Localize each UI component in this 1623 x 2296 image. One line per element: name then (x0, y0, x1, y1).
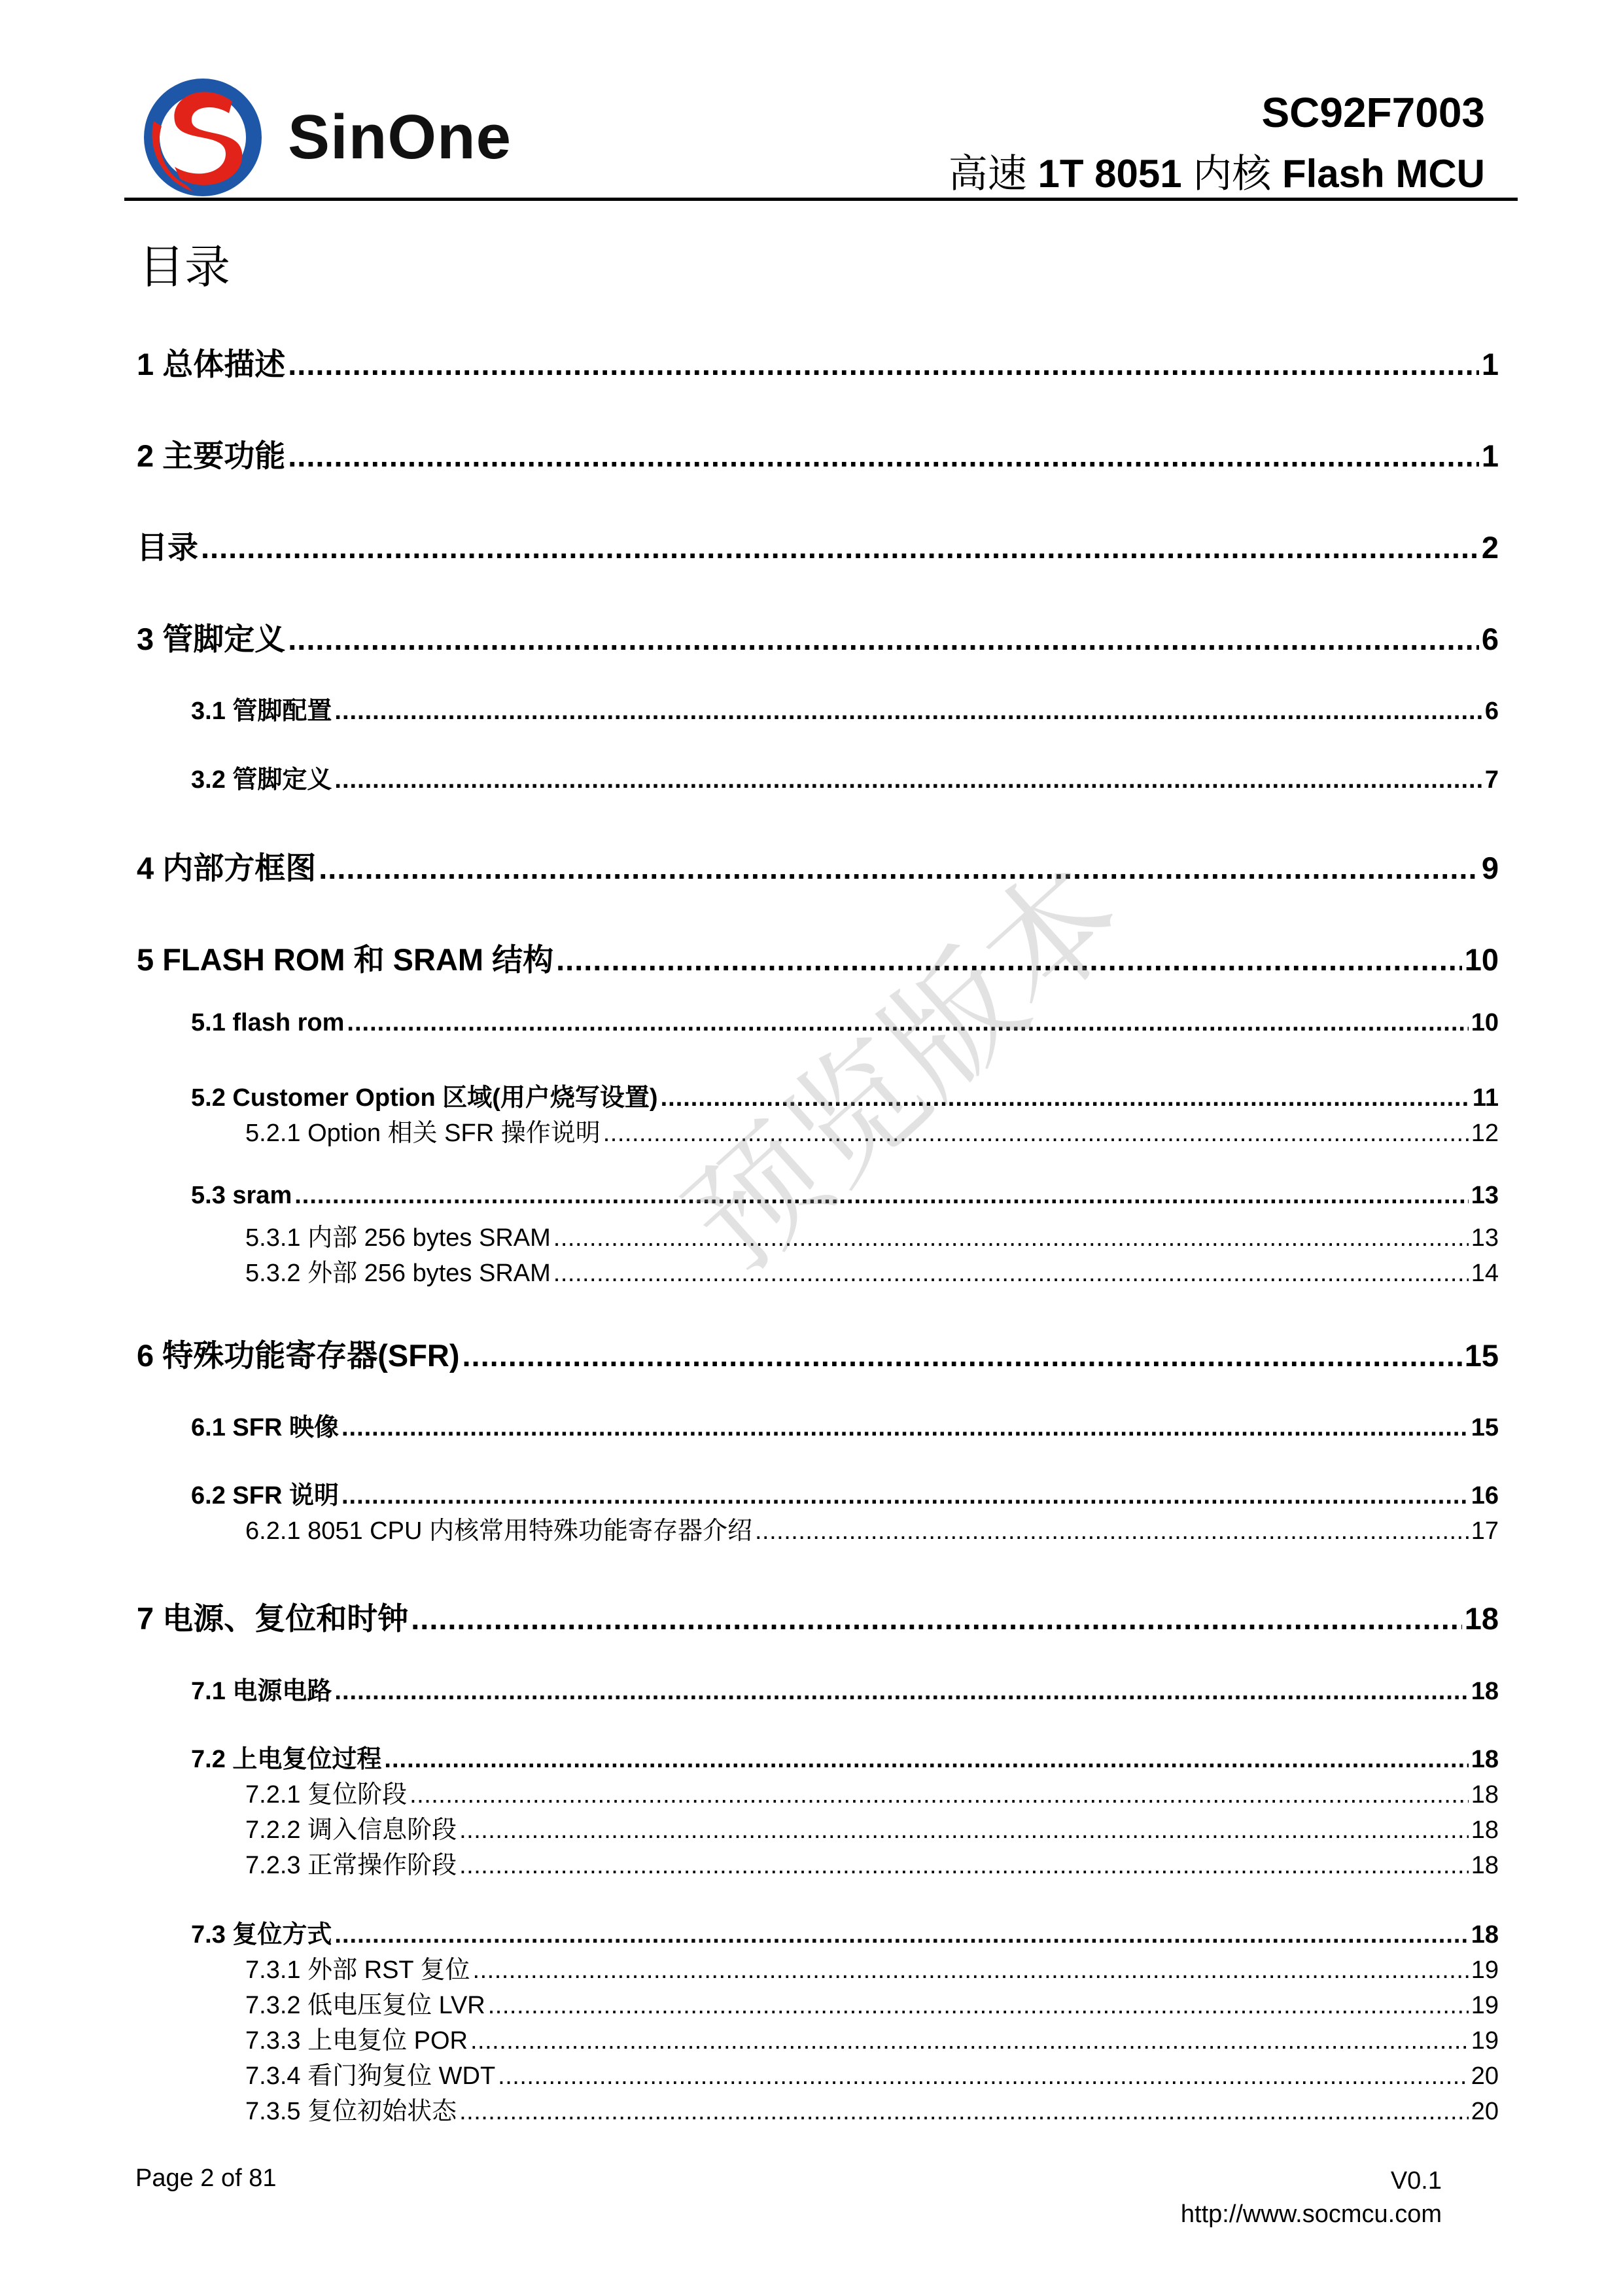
toc-entry[interactable]: 4 内部方框图 ..... 9 (137, 844, 1499, 883)
toc-entry[interactable]: 7.3.3 上电复位 POR ..... 19 (245, 2020, 1499, 2051)
preview-watermark: 预览版本 (660, 836, 1151, 1299)
sinone-logo (134, 75, 512, 200)
toc-entry[interactable]: 3 管脚定义 ..... 6 (137, 615, 1499, 654)
toc-entry[interactable]: 5.3.2 外部 256 bytes SRAM ..... 14 (245, 1252, 1499, 1284)
product-subtitle: 高速 1T 8051 内核 Flash MCU (948, 152, 1485, 196)
toc-entry[interactable]: 7 电源、复位和时钟 ..... 18 (137, 1595, 1499, 1634)
toc-entry[interactable]: 5.2.1 Option 相关 SFR 操作说明 ..... 12 (245, 1112, 1499, 1144)
toc-entry[interactable]: 7.3 复位方式 ..... 18 (191, 1914, 1499, 1945)
toc-entry[interactable]: 2 主要功能 ..... 1 (137, 432, 1499, 471)
toc-entry[interactable]: 5.3 sram ..... 13 (191, 1182, 1499, 1213)
toc-entry[interactable]: 5.3.1 内部 256 bytes SRAM ..... 13 (245, 1217, 1499, 1248)
toc-entry[interactable]: 6.1 SFR 映像 ..... 15 (191, 1407, 1499, 1438)
sinone-logo-icon (134, 75, 271, 200)
footer-info (1181, 2164, 1442, 2232)
toc-entry[interactable]: 6 特殊功能寄存器(SFR) ..... 15 (137, 1332, 1499, 1371)
toc-entry[interactable]: 7.1 电源电路 ..... 18 (191, 1670, 1499, 1702)
toc-entry[interactable]: 6.2 SFR 说明 ..... 16 (191, 1475, 1499, 1506)
toc-entry[interactable]: 3.2 管脚定义 ..... 7 (191, 759, 1499, 790)
toc-entry[interactable]: 7.3.1 外部 RST 复位 ..... 19 (245, 1949, 1499, 1981)
toc-entry[interactable]: 1 总体描述 ..... 1 (137, 340, 1499, 380)
toc-entry[interactable]: 3.1 管脚配置 ..... 6 (191, 690, 1499, 722)
page-title: 目录 (139, 241, 230, 292)
brand-name: SinOne (288, 102, 512, 172)
toc-entry[interactable]: 5.1 flash rom ..... 10 (191, 1009, 1499, 1040)
toc-entry[interactable]: 7.2.3 正常操作阶段 ..... 18 (245, 1845, 1499, 1876)
toc-entry[interactable]: 5.2 Customer Option 区域(用户烧写设置) ..... 11 (191, 1077, 1499, 1108)
model-number: SC92F7003 (1261, 89, 1485, 136)
version-label: V0.1 (1390, 2167, 1442, 2195)
toc-entry[interactable]: 7.2.2 调入信息阶段 ..... 18 (245, 1809, 1499, 1841)
toc-entry[interactable]: 7.2 上电复位过程 ..... 18 (191, 1739, 1499, 1770)
toc-entry[interactable]: 7.3.5 复位初始状态 ..... 20 (245, 2091, 1499, 2122)
toc-entry[interactable]: 7.3.2 低电压复位 LVR ..... 19 (245, 1985, 1499, 2016)
page-number: Page 2 of 81 (135, 2164, 277, 2192)
toc-entry[interactable]: 6.2.1 8051 CPU 内核常用特殊功能寄存器介绍 ..... 17 (245, 1510, 1499, 1542)
toc-entry[interactable]: 7.2.1 复位阶段 ..... 18 (245, 1774, 1499, 1805)
website-link[interactable]: http://www.socmcu.com (1180, 2200, 1442, 2229)
toc-entry[interactable]: 5 FLASH ROM 和 SRAM 结构 ..... 10 (137, 936, 1499, 975)
toc-entry[interactable]: 7.3.4 看门狗复位 WDT ..... 20 (245, 2055, 1499, 2087)
toc-entry[interactable]: 目录 ..... 2 (137, 523, 1499, 563)
header-rule (124, 198, 1518, 201)
